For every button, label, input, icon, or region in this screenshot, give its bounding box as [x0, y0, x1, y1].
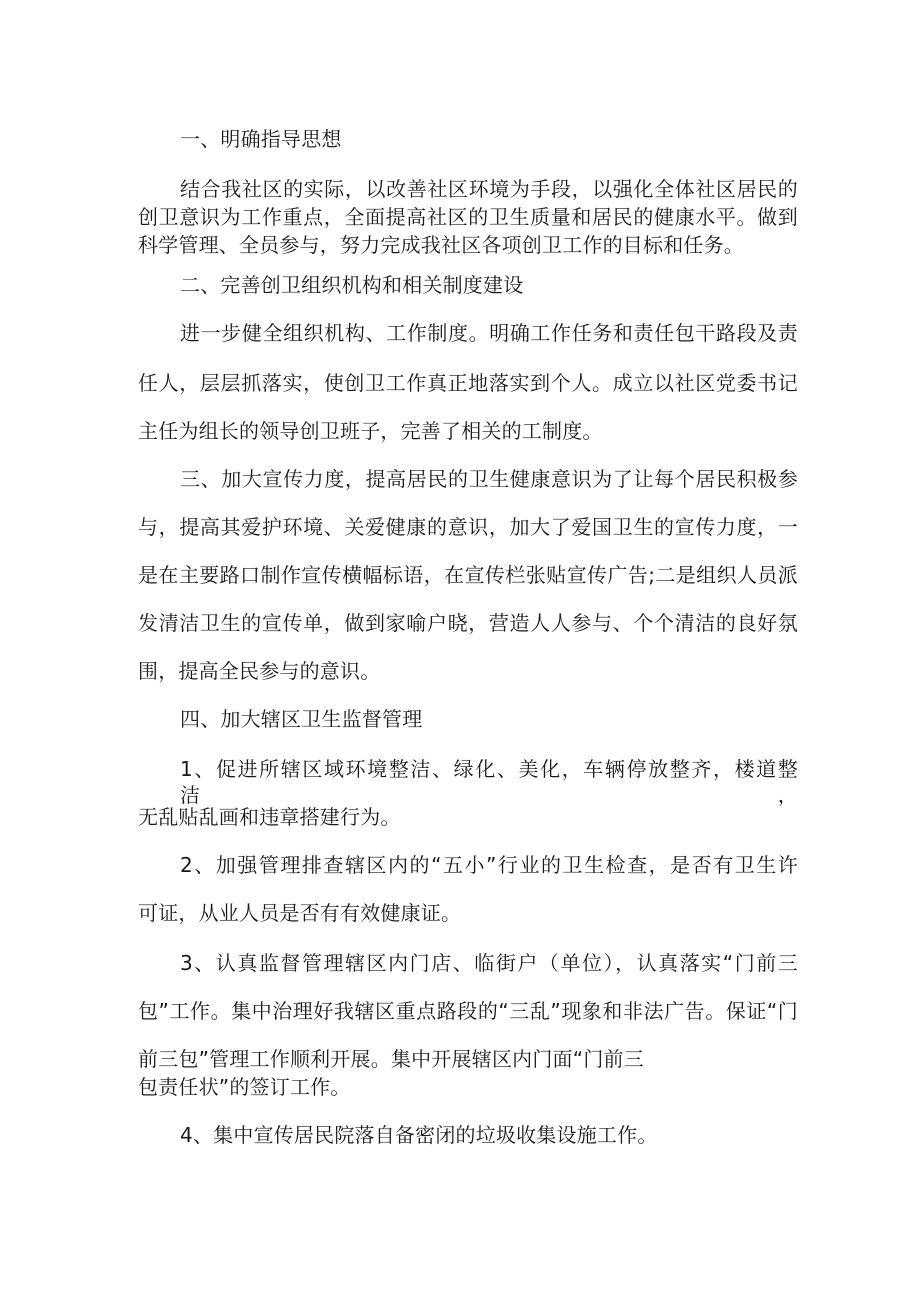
list-item-3-line: 包”工作。集中治理好我辖区重点路段的“三乱”现象和非法广告。保证“门 — [138, 999, 798, 1023]
list-item-1-line: 1、促进所辖区域环境整洁、绿化、美化，车辆停放整齐，楼道整洁， — [180, 757, 798, 807]
paragraph-line: 主任为组长的领导创卫班子，完善了相关的工制度。 — [138, 419, 603, 443]
paragraph-line: 进一步健全组织机构、工作制度。明确工作任务和责任包干路段及责 — [180, 321, 798, 345]
heading-3: 三、加大宣传力度，提高居民的卫生健康意识为了让每个居民积极参 — [180, 467, 798, 491]
paragraph-line: 任人，层层抓落实，使创卫工作真正地落实到个人。成立以社区党委书记 — [138, 371, 798, 395]
list-item-3-line: 3、认真监督管理辖区内门店、临街户（单位），认真落实“门前三 — [180, 951, 798, 975]
heading-2: 二、完善创卫组织机构和相关制度建设 — [180, 273, 524, 297]
list-item-3-line: 包责任状”的签订工作。 — [138, 1075, 351, 1099]
heading-4: 四、加大辖区卫生监督管理 — [180, 707, 423, 731]
paragraph-line: 发清洁卫生的宣传单，做到家喻户晓，营造人人参与、个个清洁的良好氛 — [138, 611, 798, 635]
heading-1: 一、明确指导思想 — [180, 127, 342, 151]
paragraph-line: 创卫意识为工作重点，全面提高社区的卫生质量和居民的健康水平。做到 — [138, 205, 798, 229]
list-item-2-line: 可证，从业人员是否有有效健康证。 — [138, 901, 462, 925]
list-item-1-line: 无乱贴乱画和违章搭建行为。 — [138, 805, 401, 829]
list-item-3-line: 前三包”管理工作顺利开展。集中开展辖区内门面“门前三 — [138, 1047, 644, 1071]
paragraph-line: 是在主要路口制作宣传横幅标语，在宣传栏张贴宣传广告;二是组织人员派 — [138, 563, 798, 587]
list-item-4-line: 4、集中宣传居民院落自备密闭的垃圾收集设施工作。 — [180, 1123, 658, 1147]
paragraph-line: 结合我社区的实际，以改善社区环境为手段，以强化全体社区居民的 — [180, 177, 798, 201]
list-item-2-line: 2、加强管理排查辖区内的“五小”行业的卫生检查，是否有卫生许 — [180, 853, 798, 877]
paragraph-line: 科学管理、全员参与，努力完成我社区各项创卫工作的目标和任务。 — [138, 233, 744, 257]
paragraph-line: 围，提高全民参与的意识。 — [138, 659, 381, 683]
paragraph-line: 与，提高其爱护环境、关爱健康的意识，加大了爱国卫生的宣传力度，一 — [138, 515, 798, 539]
